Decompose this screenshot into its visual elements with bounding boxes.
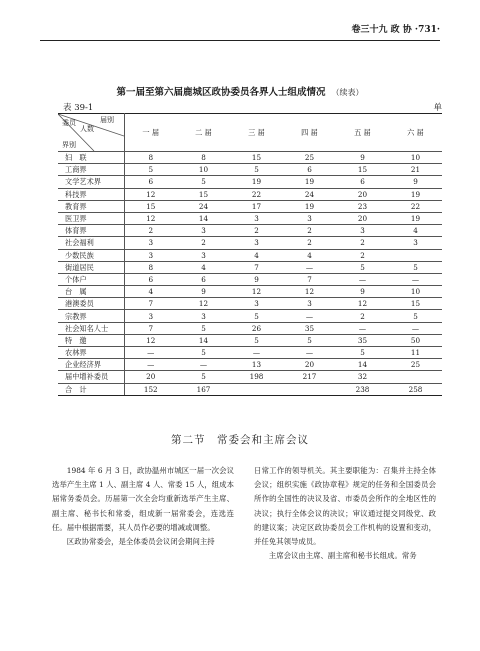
table-cell: — [230,347,283,359]
table-cell: 3 [230,212,283,224]
row-category: 台 属 [58,286,124,298]
table-cell: 9 [389,176,442,188]
table-cell: 152 [124,383,177,395]
column-header: 一 届 [124,114,177,152]
table-row [58,273,442,285]
table-cell: 20 [336,188,389,200]
row-category: 企业经济界 [58,359,124,371]
row-category: 文学艺术界 [58,176,124,188]
table-cell: — [283,261,336,273]
table-row [58,188,442,200]
row-category: 妇 联 [58,152,124,164]
row-category: 科技界 [58,188,124,200]
table-cell: 12 [124,334,177,346]
table-cell: 5 [177,371,230,383]
table-cell: 5 [283,334,336,346]
running-header: 卷三十九 政 协 ·731· [351,25,440,35]
corner-label-period: 届别 [100,116,114,124]
table-header-row [58,114,442,152]
body-paragraph: 区政协常委会，是全体委员会议闭会期间主持 [66,537,215,547]
row-category: 合 计 [58,383,124,395]
table-cell: 2 [124,225,177,237]
table-cell: 5 [389,310,442,322]
table-cell: 8 [124,261,177,273]
table-cell: 4 [389,225,442,237]
table-title [40,84,440,98]
table-cell: 3 [230,237,283,249]
row-category: 届中增补委员 [58,371,124,383]
table-cell: 5 [177,322,230,334]
table-cell: 17 [230,200,283,212]
table-cell: 3 [230,298,283,310]
table-cell: 20 [124,371,177,383]
table-cell: 19 [230,176,283,188]
table-cell: 9 [336,286,389,298]
table-cell: 3 [389,237,442,249]
table-cell: 19 [283,200,336,212]
column-header: 六 届 [389,114,442,152]
table-cell: 15 [124,200,177,212]
table-cell: — [283,310,336,322]
unit-label: 单 [433,103,442,113]
body-paragraph: 1984 年 6 月 3 日，政协温州市城区一届一次会议选举产生主席 1 人、副主席 4 人、常委 15 人，组成本届常务委员会。历届第一次全会均重新选举产生主席、副主席、秘书长和常委，组成新一届常委会，连选连任。届中根据需要，其人员作必要的增减或调整。 [52,466,234,532]
table-cell: 10 [177,164,230,176]
table-row [58,347,442,359]
table-cell: 6 [124,176,177,188]
row-category: 港澳委员 [58,298,124,310]
table-cell: 24 [177,200,230,212]
table-cell: 6 [336,176,389,188]
row-category: 个体户 [58,273,124,285]
header-rule [40,40,440,41]
table-cell: 12 [230,286,283,298]
table-row [58,371,442,383]
column-header: 二 届 [177,114,230,152]
table-cell: 25 [389,359,442,371]
row-category: 少数民族 [58,249,124,261]
table-cell: 26 [230,322,283,334]
table-cell: 3 [283,212,336,224]
row-category: 宗教界 [58,310,124,322]
table-cell [389,371,442,383]
table-cell: 22 [230,188,283,200]
section-title: 第二节 常委会和主席会议 [171,434,309,446]
table-row [58,237,442,249]
table-cell: 258 [389,383,442,395]
table-cell: 14 [177,334,230,346]
table-cell: 9 [177,286,230,298]
row-category: 农林界 [58,347,124,359]
column-header: 五 届 [336,114,389,152]
table-cell: 20 [336,212,389,224]
table-cell: — [336,322,389,334]
table-cell: 7 [283,273,336,285]
table-cell: 2 [283,225,336,237]
table-cell: 12 [124,212,177,224]
table-cell: — [283,347,336,359]
table-cell: 3 [177,225,230,237]
body-column-left [52,464,234,549]
table-cell: 7 [124,322,177,334]
table-cell: 3 [177,249,230,261]
table-cell [283,383,336,395]
corner-label-member: 委员 [62,119,76,127]
table-cell: 5 [177,176,230,188]
table-row [58,298,442,310]
table-title-text: 第一届至第六届鹿城区政协委员各界人士组成情况 [116,87,326,98]
column-header: 三 届 [230,114,283,152]
table-row [58,152,442,164]
table-cell: 5 [336,261,389,273]
table-cell: 10 [389,286,442,298]
table-cell: 14 [336,359,389,371]
data-table [58,113,442,396]
table-cell: 24 [283,188,336,200]
table-cell: 2 [283,237,336,249]
table-cell: 35 [283,322,336,334]
table-cell: 217 [283,371,336,383]
table-cell: 4 [124,286,177,298]
table-cell: 13 [230,359,283,371]
table-label: 表 39-1 [63,103,94,113]
table-cell: 20 [283,359,336,371]
table-cell [230,383,283,395]
row-category: 教育界 [58,200,124,212]
table-cell: 6 [177,273,230,285]
table-cell: 10 [389,152,442,164]
table-row [58,310,442,322]
table-cell: 238 [336,383,389,395]
table-cell: 25 [283,152,336,164]
table-row [58,200,442,212]
table-row [58,334,442,346]
table-cell: — [124,359,177,371]
table-cell: 3 [124,249,177,261]
column-header: 四 届 [283,114,336,152]
table-row [58,212,442,224]
table-cell: 8 [177,152,230,164]
table-cell: 2 [336,249,389,261]
table-cell: 5 [230,164,283,176]
table-cell: 15 [336,164,389,176]
body-paragraph: 日常工作的领导机关。其主要职能为：召集并主持全体会议；组织实施《政协章程》规定的任务和全国委员会所作的全国性的决议及省、市委员会所作的全地区性的决议；执行全体会议的决议；审议通过提交同级党、政的建议案；决定区政协委员会工作机构的设置和变动，并任免其领导成员。 [254,466,436,547]
table-cell: 15 [230,152,283,164]
row-category: 特 邀 [58,334,124,346]
table-cell: 2 [177,237,230,249]
table-row [58,249,442,261]
table-cell: 50 [389,334,442,346]
table-cell: 7 [124,298,177,310]
table-cell: 5 [389,261,442,273]
table-cell: 2 [230,225,283,237]
corner-header-cell [58,114,124,152]
table-cell: 2 [336,237,389,249]
table-cell: 14 [177,212,230,224]
table-cell: 3 [124,237,177,249]
table-cell: 11 [389,347,442,359]
table-row [58,322,442,334]
table-cell [389,249,442,261]
table-cell: 3 [124,310,177,322]
table-cell: 5 [177,347,230,359]
table-cell: — [336,273,389,285]
table-title-suffix: （续表） [331,88,364,97]
table-cell: 32 [336,371,389,383]
table-row [58,164,442,176]
table-cell: 3 [283,298,336,310]
table-cell: 3 [336,225,389,237]
row-category: 工商界 [58,164,124,176]
row-category: 医卫界 [58,212,124,224]
table-cell: 5 [336,347,389,359]
table-row [58,225,442,237]
table-cell: — [389,322,442,334]
corner-label-sector: 界别 [62,141,76,149]
table-row [58,286,442,298]
table-cell: 15 [177,188,230,200]
table-cell: 12 [336,298,389,310]
table-cell: 5 [230,334,283,346]
table-body [58,152,442,396]
row-category: 体育界 [58,225,124,237]
table-cell: 4 [177,261,230,273]
table-row [58,176,442,188]
table-row [58,261,442,273]
table-cell: 3 [177,310,230,322]
table-cell: 9 [336,152,389,164]
row-category: 街道居民 [58,261,124,273]
table-cell: 12 [177,298,230,310]
table-cell: 23 [336,200,389,212]
row-category: 社会福利 [58,237,124,249]
table-cell: 9 [230,273,283,285]
table-cell: 8 [124,152,177,164]
table-cell: — [124,347,177,359]
table-cell: — [389,273,442,285]
table-row [58,359,442,371]
table-cell: 4 [283,249,336,261]
table-cell: 167 [177,383,230,395]
table-cell: 35 [336,334,389,346]
table-row [58,383,442,395]
table-cell: 19 [389,188,442,200]
table-cell: 4 [230,249,283,261]
table-cell: 21 [389,164,442,176]
table-cell: 2 [336,310,389,322]
table-cell: 6 [283,164,336,176]
table-cell: 19 [283,176,336,188]
body-paragraph: 主席会议由主席、副主席和秘书长组成。常务 [268,551,417,561]
table-cell: 198 [230,371,283,383]
table-cell: 7 [230,261,283,273]
row-category: 社会知名人士 [58,322,124,334]
body-column-right [254,464,436,563]
table-cell: 15 [389,298,442,310]
table-cell: 22 [389,200,442,212]
table-cell: 12 [124,188,177,200]
table-cell: 6 [124,273,177,285]
table-cell: — [177,359,230,371]
table-cell: 5 [124,164,177,176]
table-cell: 12 [283,286,336,298]
table-cell: 19 [389,212,442,224]
corner-label-count: 人数 [80,125,94,133]
table-cell: 5 [230,310,283,322]
